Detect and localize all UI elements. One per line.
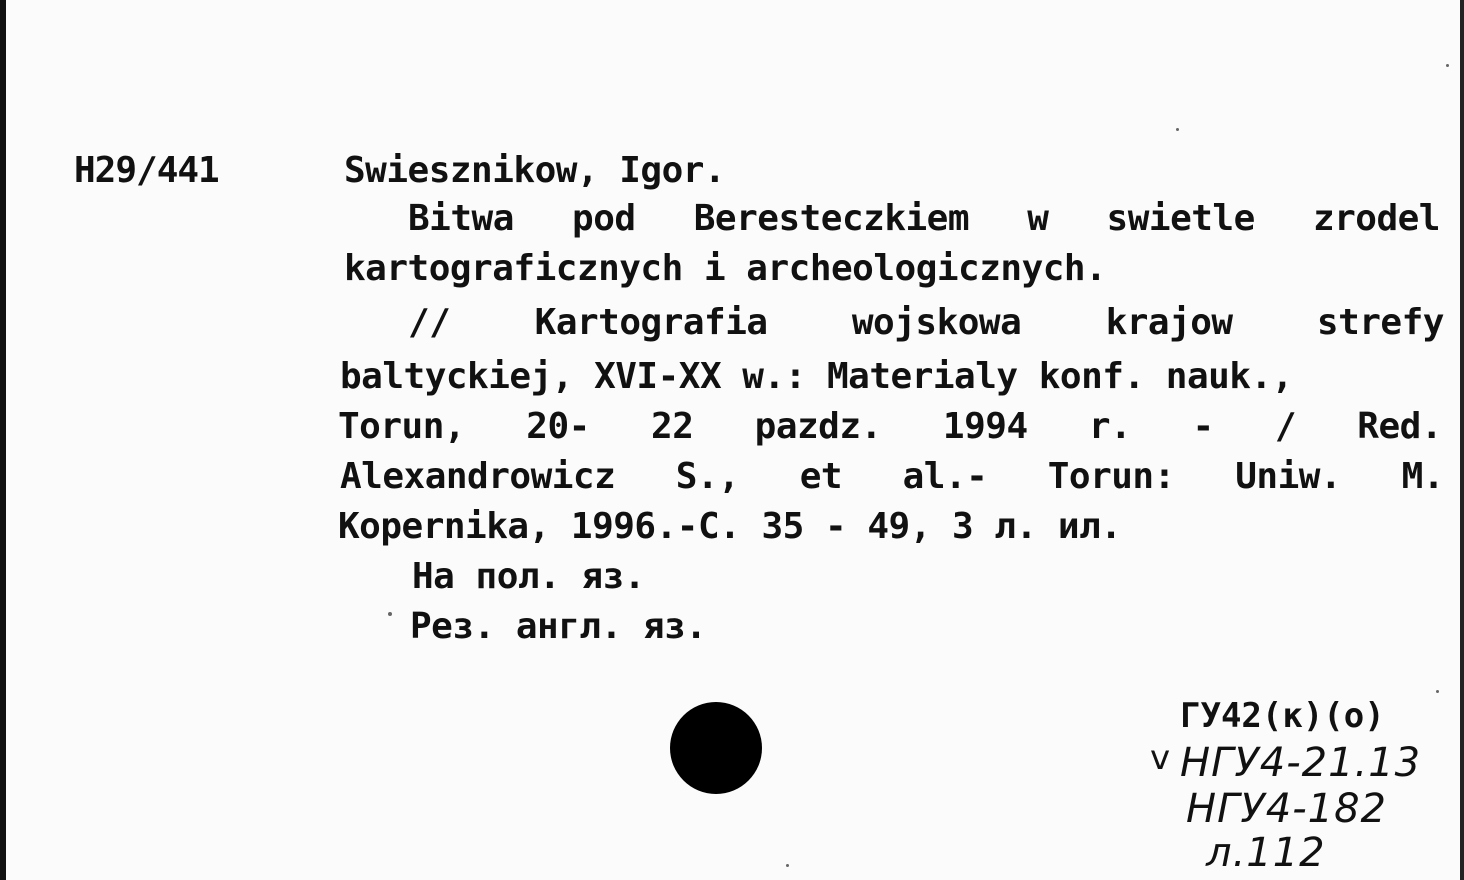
summary-note: Рез. англ. яз. bbox=[410, 606, 707, 647]
source-word: 22 bbox=[651, 406, 694, 447]
source-word: al.- bbox=[902, 456, 988, 497]
source-word: strefy bbox=[1316, 302, 1444, 343]
source-word: r. bbox=[1088, 406, 1132, 447]
source-word: et bbox=[799, 456, 843, 497]
scan-speck bbox=[1446, 64, 1449, 67]
title-word: swietle bbox=[1106, 198, 1255, 239]
source-line-3 bbox=[338, 406, 1442, 447]
scan-speck bbox=[1436, 690, 1439, 693]
language-note: На пол. яз. bbox=[412, 556, 645, 597]
source-word: Red. bbox=[1357, 406, 1442, 447]
title-word: w bbox=[1027, 198, 1049, 239]
source-word: pazdz. bbox=[754, 406, 882, 447]
source-word: Alexandrowicz bbox=[340, 456, 616, 497]
source-word: - bbox=[1192, 406, 1214, 447]
handwritten-note-1: НГУ4-21.13 bbox=[1180, 740, 1422, 786]
source-word: Uniw. bbox=[1235, 456, 1342, 497]
title-line-1 bbox=[408, 198, 1440, 239]
scan-speck bbox=[1176, 128, 1179, 131]
title-word: pod bbox=[572, 198, 636, 239]
title-word: Beresteczkiem bbox=[693, 198, 970, 239]
punch-hole bbox=[670, 702, 762, 794]
source-line-2: baltyckiej, XVI-XX w.: Materialy konf. nauk., bbox=[340, 356, 1293, 397]
source-word: wojskowa bbox=[851, 302, 1022, 343]
source-word: Kartografia bbox=[534, 302, 768, 343]
title-line-2: kartograficznych i archeologicznych. bbox=[344, 248, 1107, 289]
call-number: ГУ42(к)(о) bbox=[1180, 696, 1385, 736]
shelfmark: H29/441 bbox=[74, 150, 219, 191]
handwritten-note-2: НГУ4-182 bbox=[1186, 786, 1387, 832]
card-left-edge bbox=[0, 0, 6, 880]
source-line-4 bbox=[340, 456, 1444, 497]
handwritten-note-3: л.112 bbox=[1206, 830, 1326, 876]
source-word: 1994 bbox=[942, 406, 1028, 447]
source-word: Torun, bbox=[338, 406, 466, 447]
scan-speck bbox=[388, 612, 392, 616]
check-mark: v bbox=[1150, 738, 1171, 778]
source-line-1 bbox=[408, 302, 1444, 343]
title-word: zrodel bbox=[1312, 198, 1440, 239]
source-word: 20- bbox=[526, 406, 590, 447]
author-line: Swiesznikow, Igor. bbox=[344, 150, 726, 191]
source-word: / bbox=[1274, 406, 1297, 447]
source-word: krajow bbox=[1105, 302, 1233, 343]
source-word: M. bbox=[1401, 456, 1444, 497]
source-word: S., bbox=[675, 456, 740, 497]
source-word: Torun: bbox=[1047, 456, 1175, 497]
card-right-edge bbox=[1460, 0, 1464, 880]
source-word: // bbox=[408, 302, 451, 343]
source-line-5: Kopernika, 1996.-С. 35 - 49, 3 л. ил. bbox=[338, 506, 1122, 547]
scan-speck bbox=[786, 864, 789, 867]
title-word: Bitwa bbox=[408, 198, 514, 239]
